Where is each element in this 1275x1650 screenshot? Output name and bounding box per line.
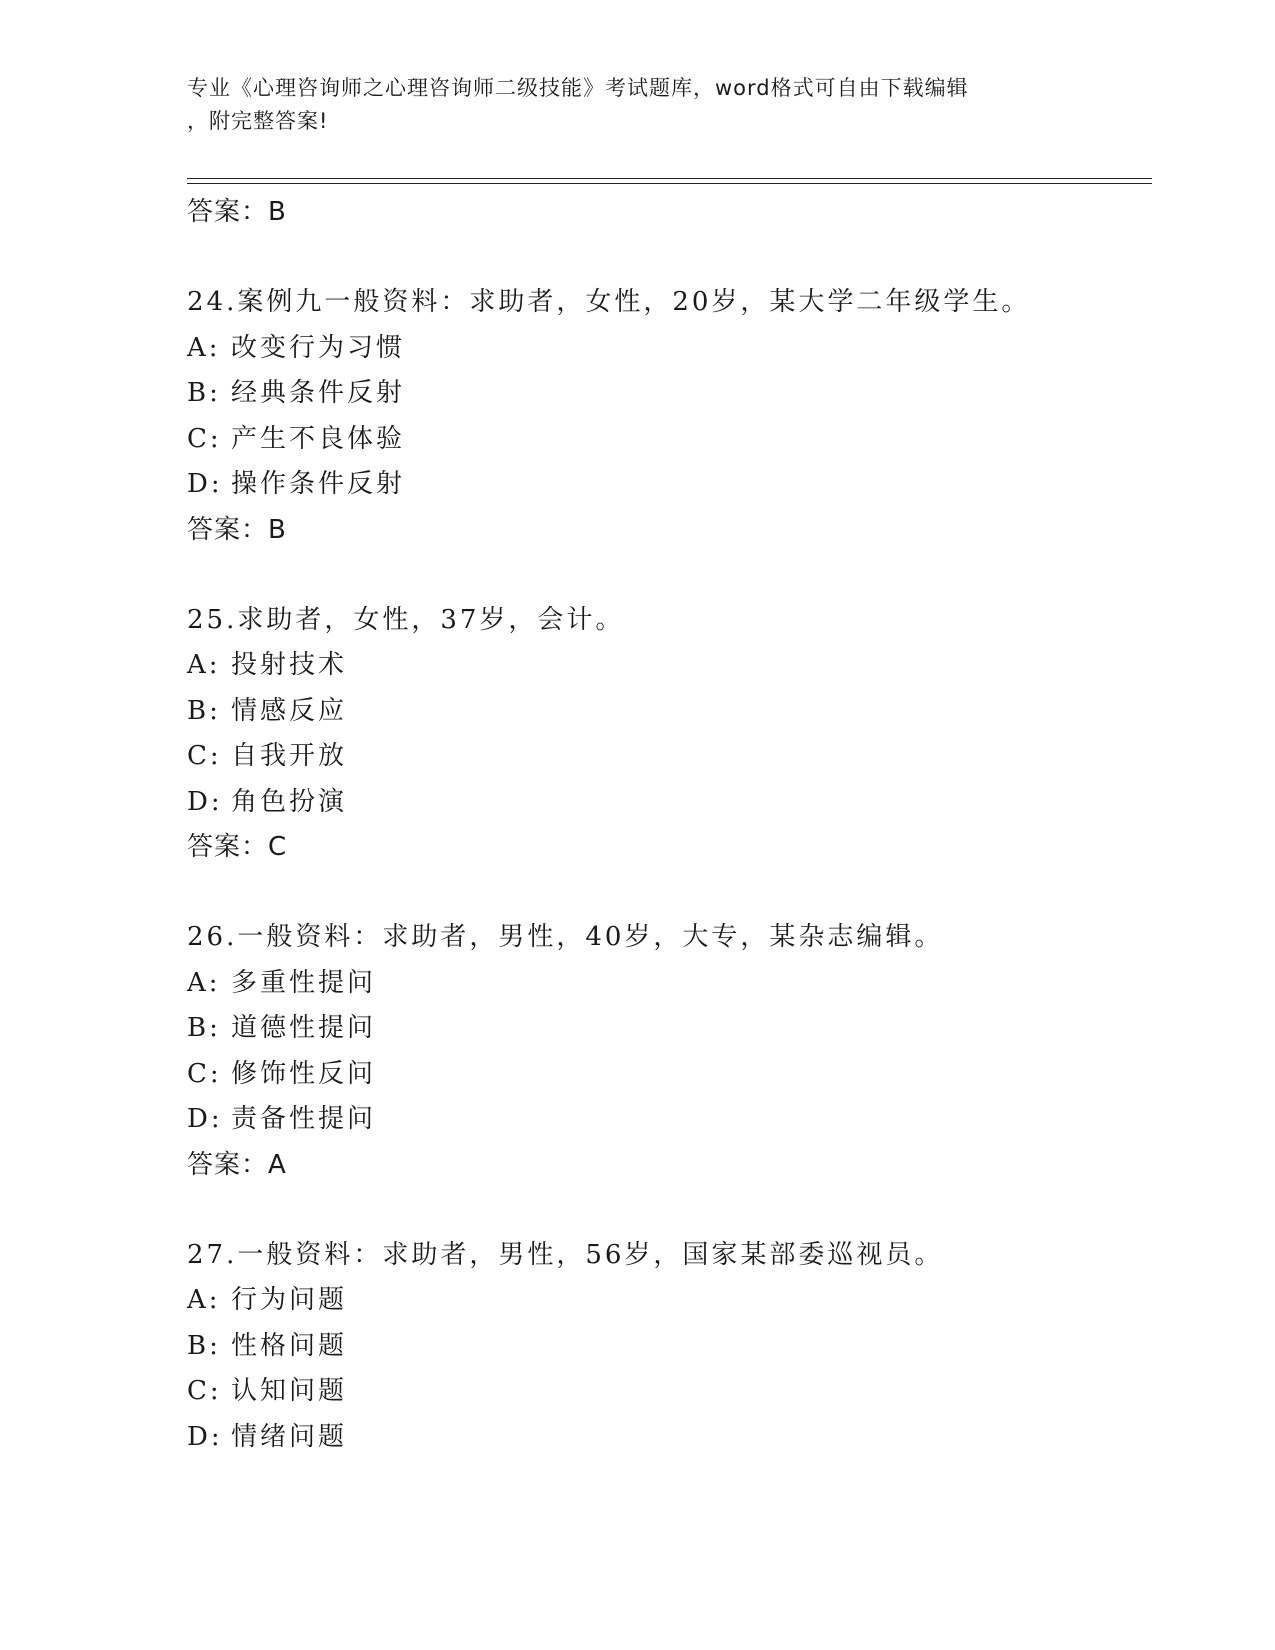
option-text: 性格问题 [231, 1330, 348, 1361]
option-text: 产生不良体验 [231, 423, 406, 454]
option-text: 道德性提问 [231, 1013, 377, 1043]
option-letter: B: [187, 1013, 221, 1043]
previous-answer: 答案：B [187, 197, 287, 227]
option-d [187, 1097, 1147, 1143]
document-header [187, 72, 1087, 138]
option-c [187, 734, 1147, 780]
question-stem: 24.案例九一般资料：求助者，女性，20岁，某大学二年级学生。 [187, 287, 1031, 317]
option-letter: B: [187, 378, 221, 408]
option-text: 情感反应 [231, 695, 348, 726]
option-letter: B: [187, 1330, 221, 1361]
option-d [187, 780, 1147, 826]
option-d [187, 462, 1147, 508]
option-letter: C: [187, 741, 222, 771]
option-c [187, 417, 1147, 463]
option-text: 自我开放 [231, 741, 348, 771]
option-b [187, 1324, 1147, 1370]
answer: 答案：A [187, 1149, 287, 1180]
answer: 答案：C [187, 832, 288, 862]
option-text: 修饰性反问 [231, 1058, 377, 1089]
option-text: 责备性提问 [231, 1104, 377, 1134]
header-line-1: 专业《心理咨询师之心理咨询师二级技能》考试题库，word格式可自由下载编辑 [187, 76, 969, 100]
header-rule-top [187, 178, 1152, 179]
question-25 [187, 598, 1147, 871]
option-letter: C: [187, 423, 222, 454]
header-rule-bottom [187, 183, 1152, 184]
option-letter: B: [187, 695, 221, 726]
option-letter: A: [187, 1285, 221, 1315]
header-line-2: ，附完整答案! [187, 109, 329, 133]
option-c [187, 1052, 1147, 1098]
option-text: 改变行为习惯 [231, 332, 406, 363]
question-stem: 25.求助者，女性，37岁，会计。 [187, 604, 625, 635]
option-b [187, 689, 1147, 735]
option-a [187, 326, 1147, 372]
option-letter: D: [187, 1421, 223, 1452]
question-stem: 27.一般资料：求助者，男性，56岁，国家某部委巡视员。 [187, 1239, 944, 1270]
option-text: 认知问题 [231, 1376, 348, 1406]
option-text: 经典条件反射 [231, 378, 406, 408]
option-b [187, 1006, 1147, 1052]
option-letter: A: [187, 967, 221, 998]
option-letter: D: [187, 1104, 223, 1134]
option-text: 投射技术 [231, 650, 348, 680]
answer: 答案：B [187, 514, 287, 545]
option-letter: A: [187, 650, 221, 680]
option-letter: C: [187, 1376, 222, 1406]
option-letter: A: [187, 332, 221, 363]
option-text: 角色扮演 [231, 786, 348, 817]
question-24 [187, 280, 1147, 553]
option-text: 操作条件反射 [231, 469, 406, 499]
option-a [187, 961, 1147, 1007]
question-stem: 26.一般资料：求助者，男性，40岁，大专，某杂志编辑。 [187, 922, 944, 952]
option-letter: C: [187, 1058, 222, 1089]
option-b [187, 371, 1147, 417]
option-a [187, 1278, 1147, 1324]
option-c [187, 1369, 1147, 1415]
option-a [187, 643, 1147, 689]
question-27 [187, 1233, 1147, 1461]
option-text: 情绪问题 [231, 1421, 348, 1452]
question-list [187, 190, 1147, 1460]
option-letter: D: [187, 786, 223, 817]
option-text: 行为问题 [231, 1285, 348, 1315]
option-d [187, 1415, 1147, 1461]
option-letter: D: [187, 469, 223, 499]
question-26 [187, 915, 1147, 1188]
option-text: 多重性提问 [231, 967, 377, 998]
